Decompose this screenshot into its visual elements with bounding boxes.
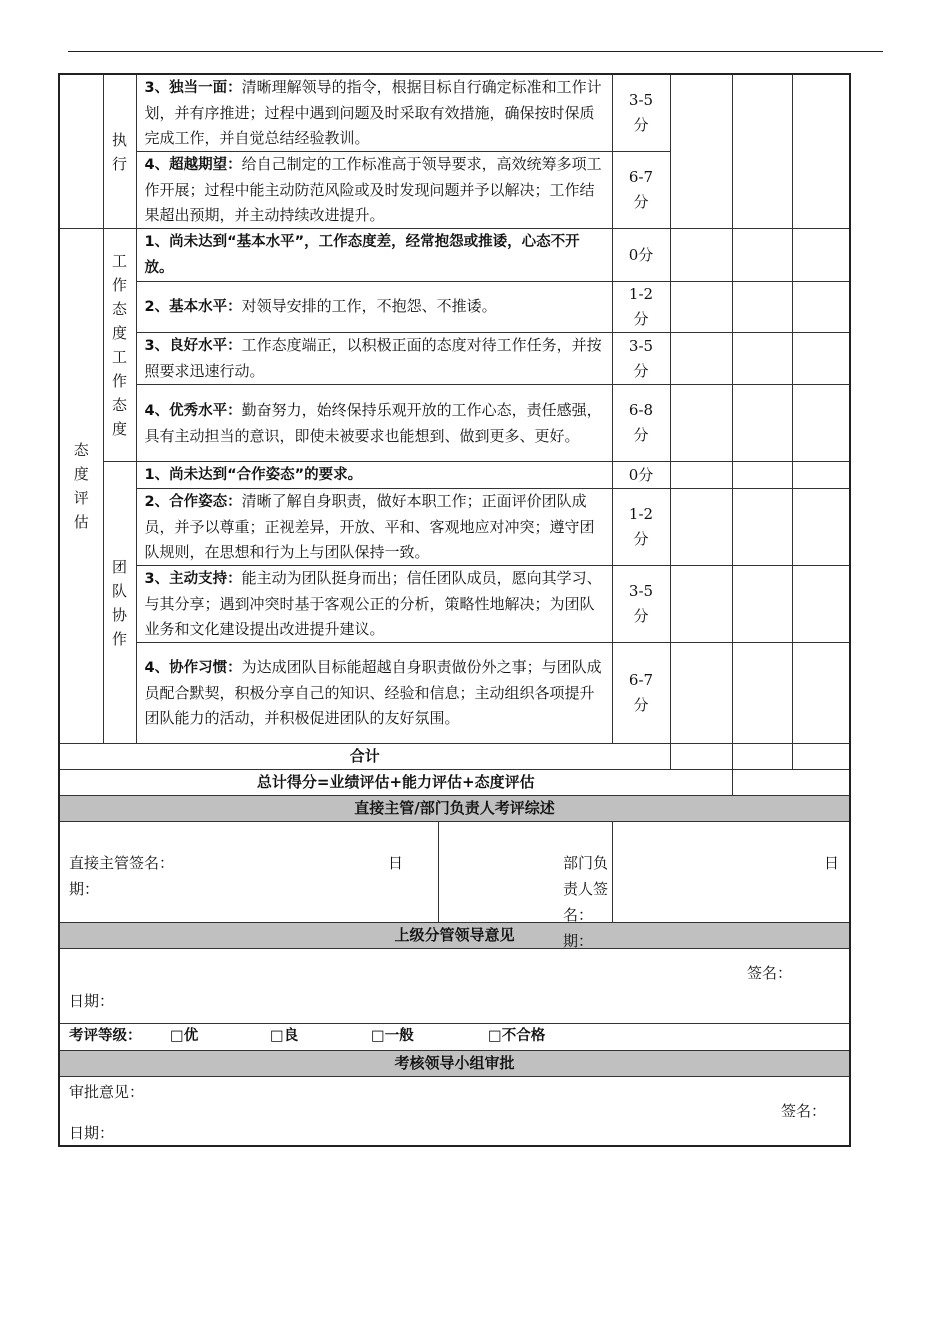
score-input-cell[interactable]	[732, 333, 792, 385]
review-group-area[interactable]	[59, 1077, 850, 1146]
score-range: 0分	[612, 462, 670, 489]
score-input-cell[interactable]	[792, 385, 850, 462]
score-range: 6-7分	[612, 152, 670, 229]
score-input-cell[interactable]	[670, 462, 732, 489]
criterion-cell: 4、优秀水平：勤奋努力，始终保持乐观开放的工作心态，责任感强，具有主动担当的意识，即使未被要求也能想到、做到更多、更好。	[136, 385, 612, 462]
grade-label: 考评等级：	[69, 1028, 142, 1044]
score-input-cell[interactable]	[792, 333, 850, 385]
total-row	[59, 744, 850, 770]
section-header-row	[59, 1051, 850, 1077]
score-input-cell[interactable]	[670, 643, 732, 744]
criterion-cell: 4、超越期望：给自己制定的工作标准高于领导要求，高效统筹多项工作开展；过程中能主动防范风险或及时发现问题并予以解决；工作结果超出预期，并主动持续改进提升。	[136, 152, 612, 229]
evaluation-table	[58, 73, 851, 1147]
score-input-cell[interactable]	[792, 229, 850, 282]
score-input-cell[interactable]	[732, 229, 792, 282]
grand-total-input[interactable]	[732, 770, 850, 796]
score-input-cell[interactable]	[792, 462, 850, 489]
supervisor-sign-label: 直接主管签名： 期：	[69, 854, 175, 898]
score-input-cell[interactable]	[732, 462, 792, 489]
total-input-cell[interactable]	[792, 744, 850, 770]
review-sign-label: 签名：	[781, 1102, 827, 1120]
table-row	[59, 462, 850, 489]
grade-option-good[interactable]: □良	[270, 1028, 299, 1044]
score-input-cell[interactable]	[732, 489, 792, 566]
score-input-cell[interactable]	[670, 229, 732, 282]
score-input-cell[interactable]	[670, 489, 732, 566]
criterion-cell: 3、主动支持：能主动为团队挺身而出；信任团队成员，愿向其学习、与其分享；遇到冲突时基于客观公正的分析，策略性地解决；为团队业务和文化建设提出改进提升建议。	[136, 566, 612, 643]
review-group-header: 考核领导小组审批	[59, 1051, 850, 1077]
score-input-cell[interactable]	[670, 74, 732, 229]
score-range: 1-2分	[612, 282, 670, 333]
review-opinion-label: 审批意见：	[69, 1083, 145, 1101]
upper-leader-date-label: 日期：	[69, 992, 115, 1010]
section-header-row	[59, 923, 850, 949]
grand-total-row	[59, 770, 850, 796]
grade-option-fail[interactable]: □不合格	[488, 1028, 546, 1044]
dept-head-sign-area[interactable]	[612, 822, 850, 923]
table-row	[59, 489, 850, 566]
score-range: 6-7分	[612, 643, 670, 744]
grade-option-excellent[interactable]: □优	[170, 1028, 199, 1044]
criterion-cell: 2、基本水平：对领导安排的工作，不抱怨、不推诿。	[136, 282, 612, 333]
criterion-cell: 2、合作姿态：清晰了解自身职责，做好本职工作；正面评价团队成员，并予以尊重；正视差异，开放、平和、客观地应对冲突；遵守团队规则，在思想和行为上与团队保持一致。	[136, 489, 612, 566]
table-row	[59, 282, 850, 333]
total-input-cell[interactable]	[732, 744, 792, 770]
review-date-label: 日期：	[69, 1124, 115, 1142]
score-input-cell[interactable]	[732, 385, 792, 462]
section-attitude-label: 态度评估	[59, 229, 103, 744]
header-rule	[68, 51, 883, 52]
score-input-cell[interactable]	[792, 566, 850, 643]
score-input-cell[interactable]	[732, 282, 792, 333]
criterion-cell: 3、良好水平：工作态度端正，以积极正面的态度对待工作任务，并按照要求迅速行动。	[136, 333, 612, 385]
section-header-row	[59, 796, 850, 822]
upper-leader-area[interactable]	[59, 949, 850, 1024]
grade-option-average[interactable]: □一般	[371, 1028, 414, 1044]
criterion-cell: 1、尚未达到“基本水平”，工作态度差，经常抱怨或推诿，心态不开放。	[136, 229, 612, 282]
score-input-cell[interactable]	[792, 74, 850, 229]
supervisor-header: 直接主管/部门负责人考评综述	[59, 796, 850, 822]
table-row	[59, 333, 850, 385]
dept-head-sign-label: 部门负责人签名： 期：	[563, 854, 609, 950]
score-input-cell[interactable]	[792, 643, 850, 744]
signature-row	[59, 822, 850, 923]
score-input-cell[interactable]	[670, 385, 732, 462]
score-input-cell[interactable]	[792, 489, 850, 566]
table-row	[59, 74, 850, 152]
dept-head-date-label: 日	[823, 854, 839, 872]
criterion-cell: 1、尚未达到“合作姿态”的要求。	[136, 462, 612, 489]
total-formula: 总计得分=业绩评估+能力评估+态度评估	[59, 770, 732, 796]
section-blank-cell	[59, 74, 103, 229]
score-input-cell[interactable]	[732, 643, 792, 744]
total-input-cell[interactable]	[670, 744, 732, 770]
table-row	[59, 566, 850, 643]
upper-leader-header: 上级分管领导意见	[59, 923, 850, 949]
criterion-cell: 4、协作习惯：为达成团队目标能超越自身职责做份外之事；与团队成员配合默契，积极分享自己的知识、经验和信息；主动组织各项提升团队能力的活动，并积极促进团队的友好氛围。	[136, 643, 612, 744]
score-input-cell[interactable]	[792, 282, 850, 333]
category-work-attitude: 工作态度工作态度	[103, 229, 136, 462]
upper-leader-row	[59, 949, 850, 1024]
score-input-cell[interactable]	[732, 74, 792, 229]
score-range: 1-2分	[612, 489, 670, 566]
upper-leader-sign-label: 签名：	[747, 964, 793, 982]
score-range: 3-5分	[612, 333, 670, 385]
grade-row	[59, 1024, 850, 1051]
criterion-cell: 3、独当一面：清晰理解领导的指令，根据目标自行确定标准和工作计划，并有序推进；过程中遇到问题及时采取有效措施，确保按时保质完成工作，并自觉总结经验教训。	[136, 74, 612, 152]
table-row	[59, 643, 850, 744]
table-row	[59, 385, 850, 462]
category-teamwork: 团队协作	[103, 462, 136, 744]
grade-cell	[59, 1024, 850, 1051]
category-execution: 执行	[103, 74, 136, 229]
score-input-cell[interactable]	[670, 333, 732, 385]
score-range: 0分	[612, 229, 670, 282]
score-range: 6-8分	[612, 385, 670, 462]
review-group-row	[59, 1077, 850, 1146]
score-range: 3-5分	[612, 74, 670, 152]
score-input-cell[interactable]	[732, 566, 792, 643]
score-range: 3-5分	[612, 566, 670, 643]
score-input-cell[interactable]	[670, 282, 732, 333]
supervisor-date-label: 日	[388, 854, 404, 872]
table-row	[59, 229, 850, 282]
total-label: 合计	[59, 744, 670, 770]
score-input-cell[interactable]	[670, 566, 732, 643]
